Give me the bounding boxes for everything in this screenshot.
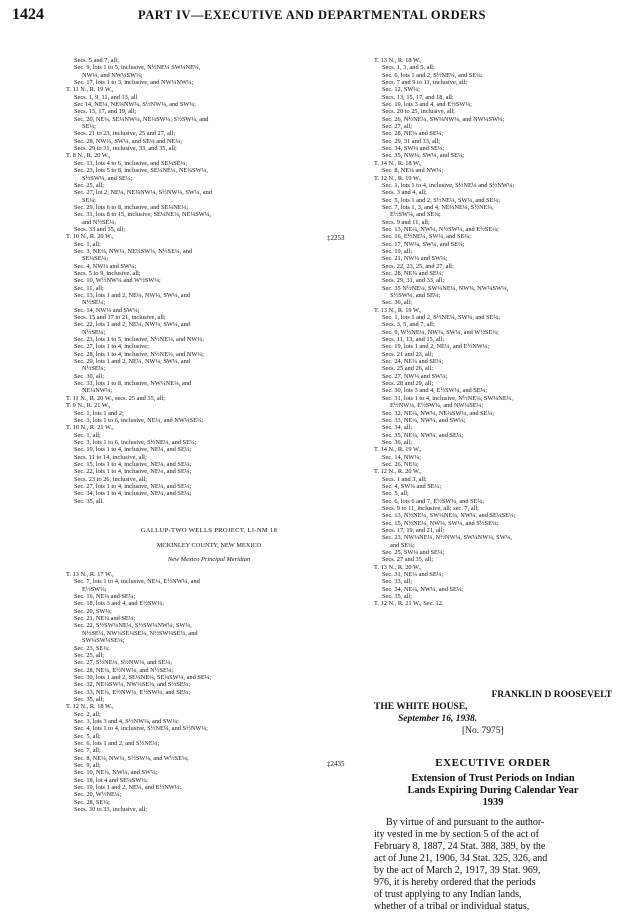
land-description-line: Sec. 27, lot 2, NE¼, NE¼NW¼, S½NW¼, SW¼, and <box>74 189 212 197</box>
land-description-line: Sec 14, NE¼, NE¼NW¼, S½NW¼, and SW¼; <box>74 101 196 109</box>
land-description-line: Sec. 26, NE¼; <box>382 460 419 468</box>
land-description-line: Sec. 14, NW¼; <box>382 453 421 461</box>
land-description-line: Sec. 22, S½SW¼NE¼, S½SW¼NW¼, SW¼, <box>74 622 192 630</box>
land-description-line: Sec. 27, S½NE¼, S½NW¼, and SE¼; <box>74 659 172 667</box>
land-description-line: Sec. 35, NW¼, SW¼, and SE¼; <box>382 152 465 160</box>
land-description-line: Sec. 33, NE¼, E½NW¼, E½SW¼, and SE¼; <box>74 688 191 696</box>
spacer <box>66 512 352 519</box>
land-description-line: Secs. 7 and 9 to 11, inclusive, all; <box>382 79 468 87</box>
land-description-line: Sec. 33, all; <box>382 578 412 586</box>
land-description-line: Secs. 1 and 3, all; <box>382 475 427 483</box>
land-description-line: Sec. 20, SW¼; <box>74 607 112 615</box>
land-description-line: Sec. 23, lots 5 to 8, inclusive, SE¼NE¼, NE¼SW¼, <box>74 167 208 175</box>
spacer <box>66 534 352 541</box>
land-description-line: Secs. 11 to 14, inclusive, all; <box>74 453 147 461</box>
spacer <box>66 549 352 556</box>
land-description-line: Sec. 10, NE¼, NW¼, and SW¼; <box>74 769 158 777</box>
township-line: T. 13 N., R. 17 W., <box>66 571 114 579</box>
land-description-line: Secs. 25 and 26, all; <box>382 365 434 373</box>
land-description-line: Sec. 7, lots 1, 3, and 4, NE¼NE¼, S½NE¼, <box>382 203 494 211</box>
township-line: T. 12 N., R. 18 W., <box>66 703 114 711</box>
land-description-line: Sec. 3, lots 3 and 4, S½NW¼, and SW¼; <box>74 717 179 725</box>
land-description-line: Sec. 1, lots 1 and 2; <box>74 409 124 417</box>
continuation-line: N½SE¼, NW¼SE¼SE¼, N½SW¼SE¼, and <box>82 629 198 637</box>
document-number: [No. 7975] <box>462 726 504 736</box>
land-description-line: Secs. 28 and 29, all; <box>382 380 434 388</box>
land-description-line: Sec. 35, all. <box>74 497 104 505</box>
land-description-line: Sec. 19, all; <box>382 247 412 255</box>
continuation-line: NE¼NW¼; <box>82 387 113 395</box>
continuation-line: SE¼; <box>82 123 96 131</box>
land-description-line: Sec. 16, E½NE¼, SW¼, and SE¼; <box>382 233 471 241</box>
township-line: T. 11 N., R. 19 W., <box>66 86 114 94</box>
land-description-line: Secs. 29, 31, and 33, all; <box>382 277 445 285</box>
continuation-line: N½SE¼; <box>82 299 106 307</box>
land-description-line: Sec. 6, lots 6 and 7, E½SW¼, and SE¼; <box>382 497 485 505</box>
land-description-line: Sec. 8, NE¼ and NW¼; <box>382 167 444 175</box>
title-line: Extension of Trust Periods on Indian <box>411 773 575 784</box>
land-description-line: Sec. 21, NW¼ and SW¼; <box>382 255 448 263</box>
land-description-line: Sec. 27, NW¼ and SW¼; <box>382 372 448 380</box>
land-description-line: Sec. 5, all; <box>74 732 101 740</box>
executive-order-title <box>374 773 612 809</box>
continuation-line: and SE¼; <box>390 541 415 549</box>
spacer <box>66 564 352 571</box>
right-column <box>374 57 612 608</box>
land-description-line: Sec. 16, NE¼ and SE¼; <box>74 593 136 601</box>
land-description-line: Sec. 20, NE¼, SE¼NW¼, NE¼SW¼, S½SW¼, and <box>74 115 209 123</box>
land-description-line: Sec. 31, lots 1 to 4, inclusive, N½NE¼, SW¼NE¼, <box>382 394 514 402</box>
land-description-line: Sec. 23, SE¼; <box>74 644 110 652</box>
land-description-line: Sec. 4, SW¼ and SE¼; <box>382 482 442 490</box>
land-description-line: Secs. 15, 17, and 19, all; <box>74 108 137 116</box>
land-description-line: Secs. 5 to 9, inclusive, all; <box>74 269 141 277</box>
land-description-line: Sec. 34, SW¼ and SE¼; <box>382 145 445 153</box>
land-description-line: Secs. 23 to 26, inclusive, all; <box>74 475 147 483</box>
continuation-line: E½SW¼, and SE¼; <box>390 211 441 219</box>
land-description-line: Secs. 1, 9, 11, and 13, all <box>74 93 138 101</box>
land-description-line: Sec. 4, lots 1 to 4, inclusive, S½NE¼, and S½NW¼; <box>74 725 208 733</box>
land-description-line: Sec. 19, lots 3 and 4, and E½SW¼; <box>382 101 472 109</box>
land-description-line: Sec. 21, NE¼ and SE¼; <box>74 615 136 623</box>
continuation-line: SE¼; <box>82 196 96 204</box>
land-description-line: Sec. 33, NE¼, NW¼, and SW¼; <box>382 416 466 424</box>
body-line: ity vested in me by section 5 of the act of <box>374 829 539 840</box>
body-line: of trust applying to any Indian lands, <box>374 889 522 900</box>
left-column <box>66 57 352 813</box>
land-description-line: Sec. 22, lots 1 and 2, NE¼, NW¼, SW¼, and <box>74 321 190 329</box>
land-description-line: Sec. 34, NE¼, NW¼, and SE¼; <box>382 585 464 593</box>
land-description-line: Secs. 30 to 33, inclusive, all; <box>74 806 147 814</box>
land-description-line: Sec. 18, lots 3 and 4, and E½SW¼; <box>74 600 164 608</box>
land-description-line: Sec. 29, 31 and 33, all; <box>382 137 441 145</box>
land-description-line: Sec. 10, W½NW¼ and W½SW¼; <box>74 277 161 285</box>
land-description-line: Sec. 3, lots 1 to 6, inclusive, NE¼, and NW¼SE¼; <box>74 416 204 424</box>
land-description-line: Sec. 3, NE¼, NW¼, NE¼SW¼, N½SE¼, and <box>74 247 193 255</box>
township-line: T. 12 N., R. 20 W., <box>374 468 422 476</box>
continuation-line: SW¼SW¼SE¼; <box>82 637 125 645</box>
land-description-line: Sec. 2, all; <box>74 710 101 718</box>
land-description-line: Secs. 3 and 4, all; <box>382 189 427 197</box>
land-description-line: Sec. 28, lots 1 to 4, inclusive, N½NE¼, and NW¼; <box>74 350 204 358</box>
land-description-line: Sec. 30, lots 3 and 4, E½SW¼, and SE¼; <box>382 387 488 395</box>
signature-place: THE WHITE HOUSE, <box>374 702 468 712</box>
land-description-line: Sec. 27, lots 1 to 4, inclusive, NE¼, and SE¼; <box>74 482 192 490</box>
land-description-line: Sec. 7, lots 1 to 4, inclusive, NE¼, E½NW¼, and <box>74 578 200 586</box>
township-line: T. 8 N., R. 20 W., <box>66 152 111 160</box>
land-description-line: Sec. 1, lots 1 and 2, S½NE¼, SW¼, and SE¼; <box>382 314 501 322</box>
land-description-line: Secs. 9 to 11, inclusive, all; sec. 7, all; <box>382 504 479 512</box>
land-description-line: Sec. 28, NE¼, E½NW¼, and N½SE¼; <box>74 666 174 674</box>
land-description-line: Sec. 28, NW¼, SW¼, and SE¼ and NE¼; <box>74 137 183 145</box>
land-description-line: Sec. 34, all; <box>382 424 412 432</box>
land-description-line: Sec. 19, lots 1 and 2, NE¼, and E½NW¼; <box>382 343 490 351</box>
executive-order-body <box>374 817 610 913</box>
land-description-line: Sec. 31, lots 1 to 8, inclusive, NW¼NE¼, and <box>74 380 192 388</box>
land-description-line: Sec. 35, NE¼, NW¼, and SE¼; <box>382 431 464 439</box>
land-description-line: Sec. 1, all; <box>74 431 101 439</box>
land-description-line: Sec. 4, NW¼ and SW¼; <box>74 262 137 270</box>
land-description-line: Sec. 18, lot 4 and SE¼SW¼; <box>74 776 148 784</box>
township-line: T. 13 N., R. 18 W., <box>374 57 422 64</box>
page-header <box>12 6 612 28</box>
land-description-line: Sec. 35 N½NE¼, SW¼NE¼, NW¼, NW¼SW¼, <box>382 284 509 292</box>
land-description-line: Secs. 13, 15, 17, and 18, all; <box>382 93 454 101</box>
land-description-line: Secs. 21 to 23, inclusive, 25 and 27, all; <box>74 130 176 138</box>
continuation-line: N½SE¼; <box>82 328 106 336</box>
land-description-line: Secs. 20 to 25, inclusive, all; <box>382 108 455 116</box>
land-description-line: Sec. 15, N½NE¼, NW¼, SW¼, and S½SE¼; <box>382 519 499 527</box>
land-description-line: Sec. 23, NW¼NE¼, N½NW¼, SW¼NW¼, SW¼, <box>382 534 513 542</box>
land-description-line: Sec. 5, lots 1 and 2, S½NE¼, SW¼, and SE¼; <box>382 196 501 204</box>
land-description-line: Secs. 17, 19, and 21, all; <box>382 527 445 534</box>
land-description-line: Sec. 27, lots 1 to 4, inclusive; <box>74 343 149 351</box>
continuation-line: S½SW¼, and SE¼; <box>82 174 133 182</box>
margin-reference: ‡2435 <box>327 760 345 768</box>
body-line: 976, it is hereby ordered that the periods <box>374 877 536 888</box>
land-description-line: Sec. 28, NE¼ and SE¼; <box>382 130 444 138</box>
land-description-line: Sec. 25, all; <box>74 651 104 659</box>
body-line: February 8, 1887, 24 Stat. 388, 389, by the <box>374 841 546 852</box>
land-description-line: Sec. 7, all; <box>74 747 101 755</box>
land-description-line: Sec. 13, N½NE¼, SW¼NE¼, NW¼, and SE¼SE¼; <box>382 512 516 520</box>
continuation-line: S½SW¼, and SE¼; <box>390 292 441 299</box>
land-description-line: Secs. 22, 23, 25, and 27, all; <box>382 262 454 270</box>
land-description-line: Sec. 24, NE¼ and SE¼; <box>382 358 444 366</box>
page-number: 1424 <box>12 6 44 23</box>
land-description-line: Secs. 5 and 7, all; <box>74 57 119 64</box>
land-description-line: Sec. 28, NE¼ and SE¼; <box>382 269 444 277</box>
land-description-line: Sec. 30, all; <box>74 372 104 380</box>
margin-reference: ‡2253 <box>327 234 345 242</box>
land-description-line: Sec. 9, all; <box>74 762 101 769</box>
body-line: By virtue of and pursuant to the author- <box>386 817 545 828</box>
land-description-line: Sec. 34, lots 1 to 4, inclusive, NE¼, and SE¼; <box>74 490 192 498</box>
land-description-line: Sec. 5, all; <box>382 490 409 498</box>
land-description-line: Sec. 22, lots 1 to 4, inclusive, NE¼, and SE¼; <box>74 468 192 476</box>
land-description-line: Sec. 12, SW¼; <box>382 86 420 94</box>
township-line: T. 12 N., R. 19 W., <box>374 174 422 182</box>
land-description-line: Secs. 3, 5, and 7, all; <box>382 321 435 329</box>
section-heading: New Mexico Principal Meridian <box>167 556 251 564</box>
land-description-line: Sec. 19, lots 1 and 2, NE¼, and E½NW¼; <box>74 784 182 792</box>
land-description-line: Sec. 35, all; <box>74 695 104 703</box>
land-description-line: Sec. 14, NW¼ and SW¼; <box>74 306 140 314</box>
body-line: whether of a tribal or individual status, <box>374 901 530 912</box>
land-description-line: Sec. 36, all; <box>382 299 412 307</box>
land-description-line: Sec. 1, lots 1 to 4, inclusive, S½NE¼ and S½NW¼; <box>382 181 515 189</box>
land-description-line: Sec. 13, lots 1 and 2, NE¼, NW¼, SW¼, and <box>74 292 190 299</box>
land-description-line: Sec. 29, lots 6 to 8, inclusive, and SE¼NE¼; <box>74 203 189 211</box>
land-description-line: Sec. 29, lots 1 and 2, NE¼, NW¼, SW¼, and <box>74 358 190 366</box>
section-heading: GALLUP-TWO WELLS PROJECT, LI-NM 18 <box>140 527 278 534</box>
land-description-line: Sec. 32, NE¼SW¼, NW¼SE¼, and S½SE¼; <box>74 681 191 689</box>
land-description-line: Sec. 31, NE¼ and SE¼; <box>382 571 444 579</box>
land-description-line: Secs. 1, 3, and 5, all; <box>382 64 435 72</box>
page-title: PART IV—EXECUTIVE AND DEPARTMENTAL ORDERS <box>138 8 486 22</box>
township-line: T. 10 N., R. 20 W., <box>66 233 114 241</box>
land-description-line: Sec. 13, lots 4 to 6, inclusive, and SE¼SE¼; <box>74 159 188 167</box>
continuation-line: SE¼SE¼; <box>82 255 109 263</box>
land-description-line: Sec. 9, lots 1 to 5, inclusive, N½NE¼ SW¼NE¼, <box>74 64 201 72</box>
land-description-line: Sec. 11, all; <box>74 284 104 292</box>
land-description-line: Sec. 8, NE¼, NW¼, S½SW¼, and W½SE¼; <box>74 754 189 762</box>
title-line: 1939 <box>482 797 504 808</box>
land-description-line: Sec. 6, lots 1 and 2, S½NE¼, and SE¼; <box>382 71 483 79</box>
land-description-line: Sec. 15, lots 1 to 4, inclusive, NE¼, and SE¼; <box>74 460 192 468</box>
land-description-line: Sec. 1, all; <box>74 240 101 248</box>
land-description-line: Sec. 27, all; <box>382 123 412 131</box>
continuation-line: E½SW¼; <box>82 585 107 593</box>
township-line: T. 14 N., R. 18 W., <box>374 159 422 167</box>
land-description-line: Secs. 21 and 23, all; <box>382 350 434 358</box>
land-description-line: Sec. 25, all; <box>74 181 104 189</box>
land-description-line: Sec. 30, lots 1 and 2, SE¼NE¼, SE¼SW¼, and SE¼; <box>74 673 212 681</box>
continuation-line: E½NW¼, E½SW¼, and NW¼SE¼; <box>390 402 484 410</box>
body-line: act of June 21, 1906, 34 Stat. 325, 326, and <box>374 853 548 864</box>
township-line: T. 10 N., R. 21 W., <box>66 424 114 432</box>
township-line: T. 11 N., R. 20 W., secs. 25 and 35, all; <box>66 394 166 402</box>
continuation-line: and N½SE¼; <box>82 218 117 226</box>
land-description-line: Sec. 17, NW¼, SW¼, and SE¼; <box>382 240 465 248</box>
title-line: Lands Expiring During Calendar Year <box>407 785 579 796</box>
land-description-line: Secs. 15 and 17 to 21, inclusive, all; <box>74 314 166 322</box>
land-description-line: Sec. 17, lots 1 to 3, inclusive, and NW¼NW¼; <box>74 79 194 87</box>
section-heading: MCKINLEY COUNTY, NEW MEXICO <box>156 541 262 549</box>
township-line: T. 13 N., R. 19 W., <box>374 306 422 314</box>
land-description-line: Sec. 35, all; <box>382 593 412 601</box>
land-description-line: Sec. 36, all; <box>382 438 412 446</box>
land-description-line: Sec. 26, N½NE¼, SW¼NW¼, and NW¼SW¼; <box>382 115 505 123</box>
township-line: T. 9 N., R. 21 W., <box>66 402 111 410</box>
township-line: T. 12 N., R. 21 W., Sec. 12. <box>374 600 444 608</box>
land-description-line: Secs. 11, 13, and 15, all; <box>382 336 444 344</box>
land-description-line: Sec. 25, SW¼ and SE¼; <box>382 549 445 557</box>
land-description-line: Sec. 28, SE¼; <box>74 798 110 806</box>
continuation-line: N½SE¼; <box>82 365 106 373</box>
township-line: T. 14 N., R. 19 W., <box>374 446 422 454</box>
township-line: T. 13 N., R. 20 W., <box>374 563 422 571</box>
land-description-line: Sec. 31, lots 8 to 15, inclusive, SE¼NE¼, NE¼SW¼, <box>74 211 212 219</box>
spacer <box>66 505 352 512</box>
land-description-line: Sec. 20, W½NE¼; <box>74 791 122 799</box>
continuation-line: NW¼, and NW¼SW¼; <box>82 71 143 79</box>
body-line: by the act of March 2, 1917, 39 Stat. 969, <box>374 865 541 876</box>
land-description-line: Sec. 10, lots 1 to 4, inclusive, NE¼, and SE¼; <box>74 446 192 454</box>
land-description-line: Secs. 27 and 35, all; <box>382 556 434 564</box>
signature-date: September 16, 1938. <box>398 714 478 724</box>
executive-order-heading: EXECUTIVE ORDER <box>435 757 551 769</box>
land-description-line: Sec. 23, lots 1 to 5, inclusive, N½NE¼, and NW¼; <box>74 336 204 344</box>
land-description-line: Sec. 32, NE¼, NW¼, NE¼SW¼, and SE¼; <box>382 409 495 417</box>
land-description-line: Sec. 13, NE¼, NW¼, N½SW¼, and E½SE¼; <box>382 225 499 233</box>
land-description-line: Sec. 3, lots 1 to 6, inclusive, S½NE¼, and SE¼; <box>74 438 197 446</box>
land-description-line: Secs. 9 and 11, all; <box>382 218 430 226</box>
signature-name: FRANKLIN D ROOSEVELT <box>491 690 612 700</box>
land-description-line: Sec. 6, lots 1 and 2, and S½NE¼; <box>74 739 160 747</box>
land-description-line: Sec. 9, W½NE¼, NW¼, SW¼, and W½SE¼; <box>382 328 499 336</box>
land-description-line: Secs. 29 to 31, inclusive, 33, and 35, all; <box>74 145 177 153</box>
land-description-line: Secs. 33 and 35, all; <box>74 225 126 233</box>
spacer <box>66 520 352 527</box>
